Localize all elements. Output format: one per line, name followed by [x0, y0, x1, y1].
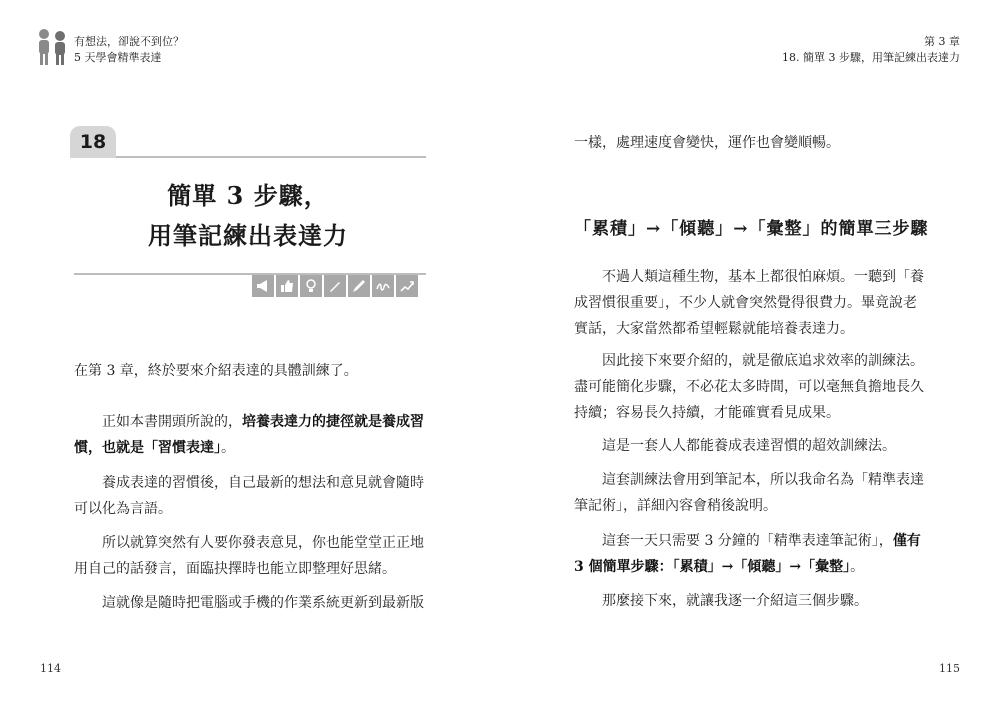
lightbulb-icon: [300, 275, 322, 297]
right-paragraph-6: 那麼接下來，就讓我逐一介紹這三個步驟。: [602, 593, 868, 609]
section-title: [70, 176, 426, 256]
running-header-left: [74, 34, 184, 66]
page-number-left: 114: [40, 662, 61, 675]
right-paragraph-2: 因此接下來要介紹的，就是徹底追求效率的訓練法。盡可能簡化步驟，不必花太多時間，可以毫無負擔地長久持續；容易長久持續，才能確實看見成果。: [574, 353, 924, 421]
right-paragraph-5: [574, 528, 926, 580]
left-paragraph-3: 養成表達的習慣後，自己最新的想法和意見就會隨時可以化為言語。: [74, 475, 424, 517]
left-paragraph-4: 所以就算突然有人要你發表意見，你也能堂堂正正地用自己的話發言，面臨抉擇時也能立即整理好思緒。: [74, 535, 424, 577]
right-paragraph-1: 不過人類這種生物，基本上都很怕麻煩。一聽到「養成習慣很重要」，不少人就會突然覺得很費力。畢竟說老實話，大家當然都希望輕鬆就能培養表達力。: [574, 269, 924, 337]
pencil-icon: [348, 275, 370, 297]
icon-strip: [252, 275, 418, 297]
right-p5-tail: 。: [850, 559, 865, 575]
section-heading: 「累積」→「傾聽」→「彙整」的簡單三步驟: [574, 219, 929, 239]
running-header-right: [782, 34, 960, 66]
handwriting-icon: [372, 275, 394, 297]
left-p2-tail: 。: [221, 440, 235, 456]
left-paragraph-5: 這就像是隨時把電腦或手機的作業系統更新到最新版: [102, 595, 424, 611]
badge-rule: [100, 156, 426, 158]
left-paragraph-1: 在第 3 章，終於要來介紹表達的具體訓練了。: [74, 363, 358, 379]
page-number-right: 115: [939, 662, 960, 675]
book-subtitle: 5 天學會精準表達: [74, 51, 162, 64]
chapter-label: 第 3 章: [924, 35, 960, 48]
pen-icon: [324, 275, 346, 297]
left-p2-lead: 正如本書開頭所說的，: [102, 414, 242, 430]
left-paragraph-2: [74, 409, 426, 461]
right-p5-lead: 這套一天只需要 3 分鐘的「精準表達筆記術」，: [602, 533, 893, 549]
title-line-2: 用筆記練出表達力: [148, 221, 348, 250]
megaphone-icon: [252, 275, 274, 297]
section-label: 18. 簡單 3 步驟，用筆記練出表達力: [782, 51, 960, 64]
people-logo-icon: [34, 26, 70, 66]
right-paragraph-3: 這是一套人人都能養成表達習慣的超效訓練法。: [602, 438, 896, 454]
growth-chart-icon: [396, 275, 418, 297]
right-p5-bold: 僅有 3 個簡單步驟：「累積」→「傾聽」→「彙整」: [574, 533, 921, 575]
right-paragraph-4: 這套訓練法會用到筆記本，所以我命名為「精準表達筆記術」，詳細內容會稍後說明。: [574, 472, 924, 514]
right-paragraph-continued: 一樣，處理速度會變快，運作也會變順暢。: [574, 135, 840, 151]
left-p2-bold: 培養表達力的捷徑就是養成習慣，也就是「習慣表達」: [74, 414, 424, 456]
title-line-1: 簡單 3 步驟，: [167, 181, 329, 210]
book-title: 有想法，卻說不到位？: [74, 35, 184, 48]
section-number-badge: 18: [70, 126, 116, 158]
thumbs-up-icon: [276, 275, 298, 297]
